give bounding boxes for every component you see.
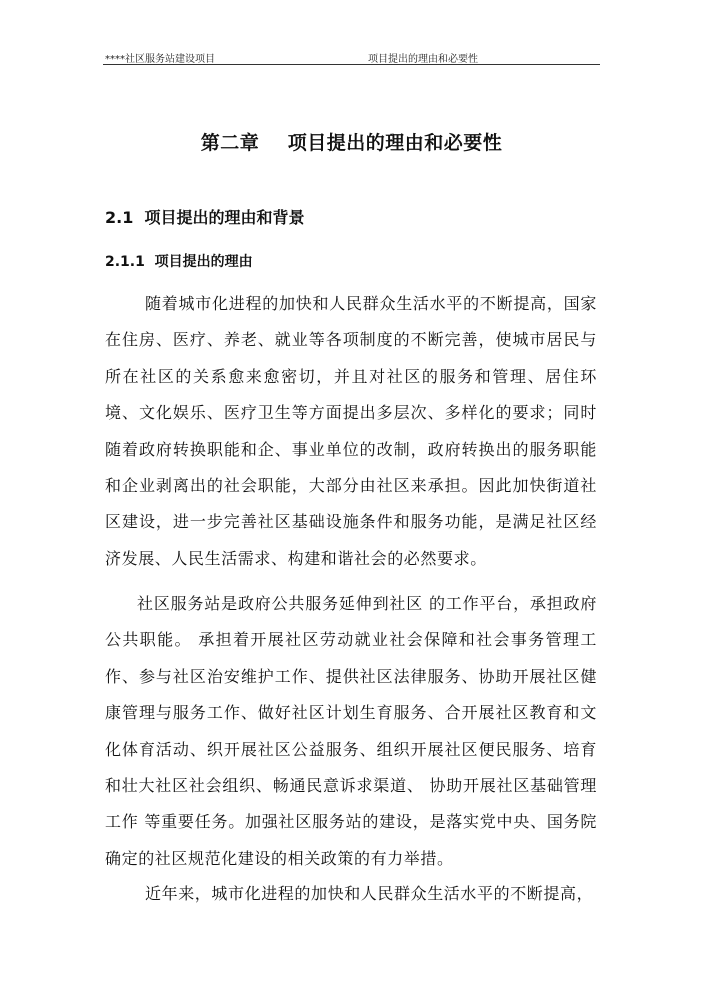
chapter-title: 第二章 项目提出的理由和必要性 xyxy=(200,132,503,154)
subsection-heading: 2.1.1 项目提出的理由 xyxy=(105,254,253,270)
header-divider xyxy=(103,64,600,65)
running-header-right: 项目提出的理由和必要性 xyxy=(368,54,478,65)
paragraph-2: 社区服务站是政府公共服务延伸到社区 的工作平台，承担政府公共职能。 承担着开展社区劳动就业社会保障和社会事务管理工作、参与社区治安维护工作、提供社区法律服务、协助开展社区健康管理与服务工作、做好社区计划生育服务、合开展社区教育和文化体育活动、织开展社区公益服务、组织开展社区便民服务、培育和壮大社区社会组织、畅通民意诉求渠道、 协助开展社区基础管理工作 等重要任务。加强社区服务站的建设，是落实党中央、国务院确定的社区规范化建设的相关政策的有力举措。 xyxy=(105,594,597,868)
paragraph-1: 随着城市化进程的加快和人民群众生活水平的不断提高，国家在住房、医疗、养老、就业等各项制度的不断完善，使城市居民与所在社区的关系愈来愈密切，并且对社区的服务和管理、居住环境、文化娱乐、医疗卫生等方面提出多层次、多样化的要求；同时随着政府转换职能和企、事业单位的改制，政府转换出的服务职能和企业剥离出的社会职能，大部分由社区来承担。因此加快街道社区建设，进一步完善社区基础设施条件和服务功能，是满足社区经济发展、人民生活需求、构建和谐社会的必然要求。 xyxy=(105,294,597,568)
section-heading: 2.1 项目提出的理由和背景 xyxy=(105,208,305,227)
paragraph-3: 近年来，城市化进程的加快和人民群众生活水平的不断提高， xyxy=(145,884,594,903)
running-header-left: ****社区服务站建设项目 xyxy=(105,54,215,65)
